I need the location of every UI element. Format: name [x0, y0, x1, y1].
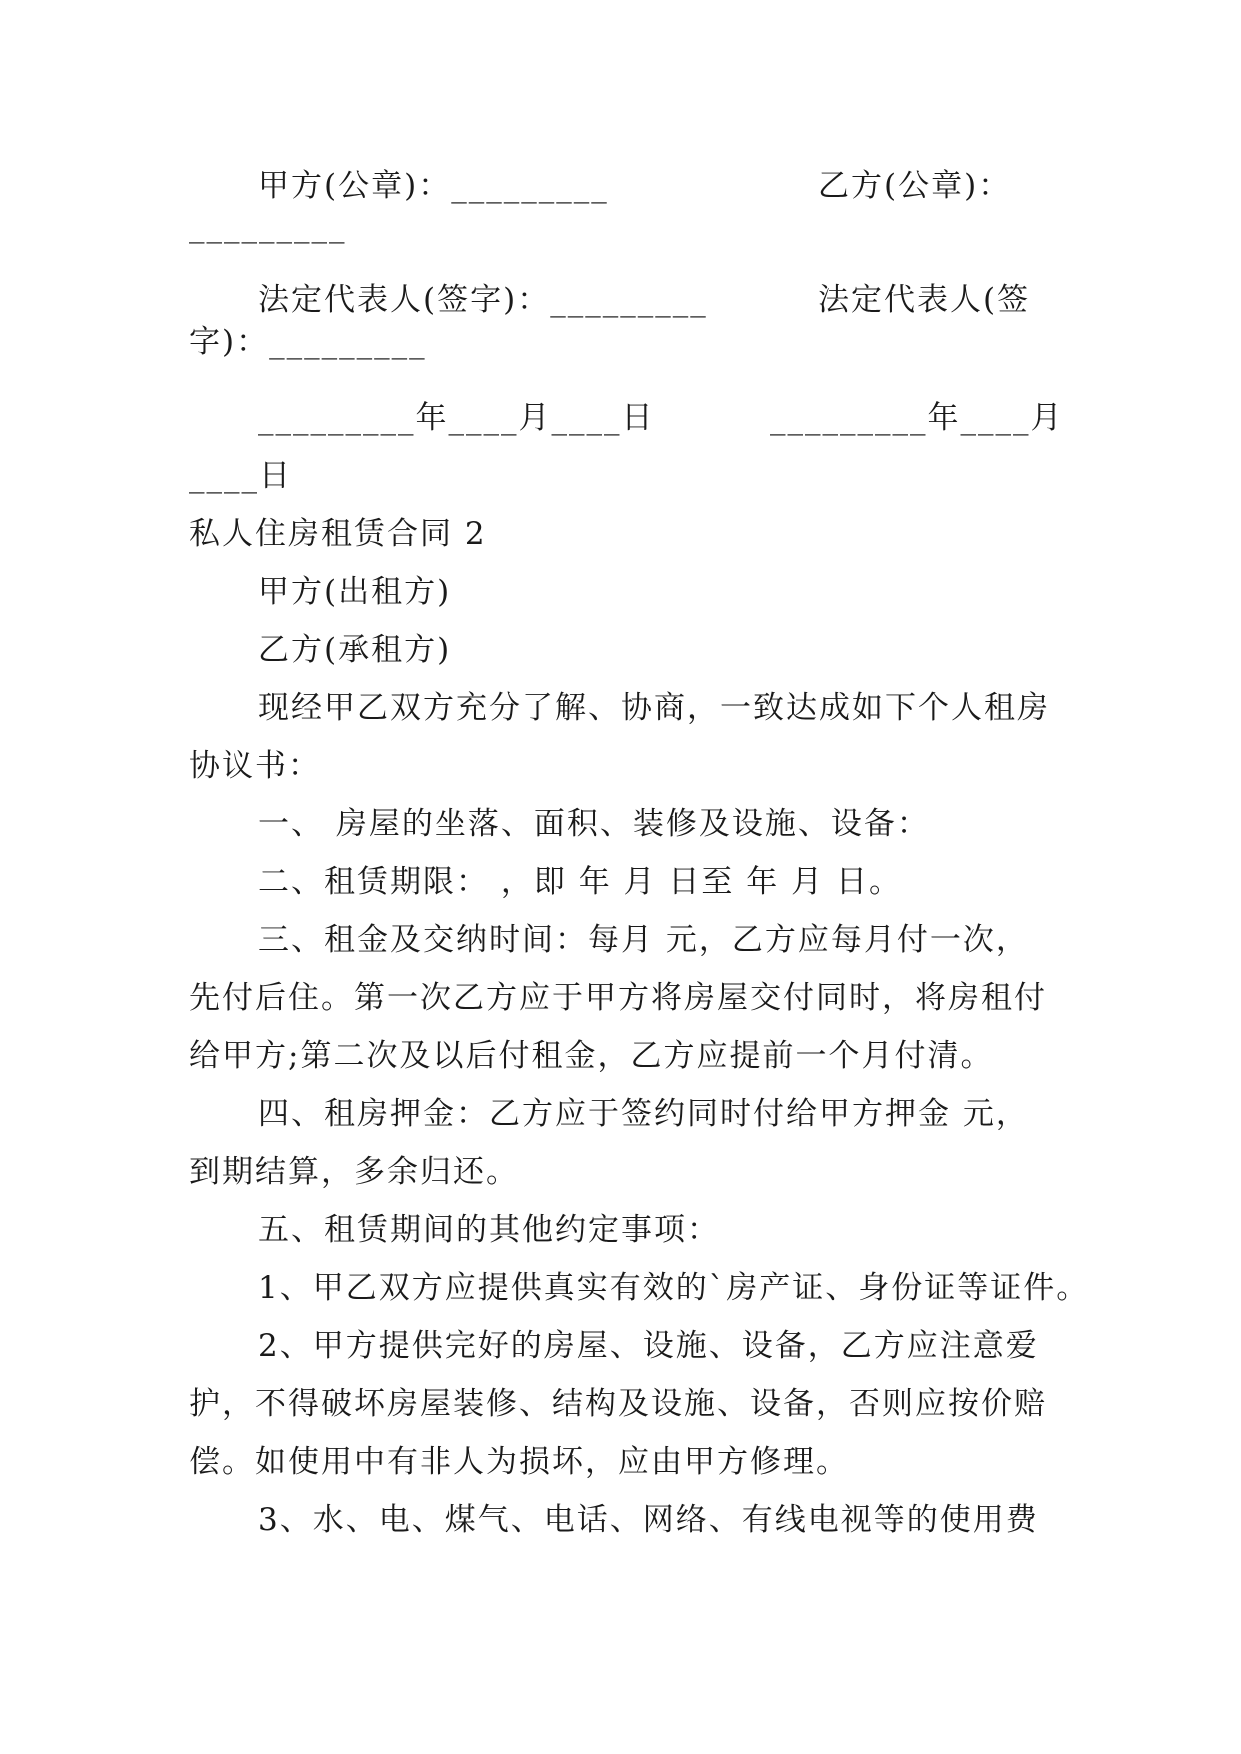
item-3: 3、水、电、煤气、电话、网络、有线电视等的使用费 [258, 1502, 1039, 1538]
party-a-label: 甲方(出租方) [258, 574, 452, 610]
party-b-seal-blank: _________ [189, 208, 347, 244]
intro-paragraph-cont: 协议书： [189, 748, 321, 784]
clause-3-line-2: 先付后住。第一次乙方应于甲方将房屋交付同时，将房租付 [189, 980, 1047, 1016]
date-a-line: _________年____月____日 [258, 400, 655, 436]
date-b-line-cont: ____日 [189, 458, 292, 494]
signature-row-rep [258, 280, 1118, 320]
clause-3: 三、租金及交纳时间：每月 元，乙方应每月付一次， [258, 922, 1029, 958]
signature-row-date [258, 398, 1118, 438]
signature-row-seal [258, 166, 1118, 206]
item-2: 2、甲方提供完好的房屋、设施、设备，乙方应注意爱 [258, 1328, 1039, 1364]
clause-5: 五、租赁期间的其他约定事项： [258, 1212, 720, 1248]
clause-4: 四、租房押金：乙方应于签约同时付给甲方押金 元， [258, 1096, 1029, 1132]
date-b-line: _________年____月 [770, 400, 1064, 436]
party-b-label: 乙方(承租方) [258, 632, 452, 668]
clause-4-line-2: 到期结算，多余归还。 [189, 1154, 519, 1190]
rep-a-line: 法定代表人(签字)：_________ [258, 282, 708, 318]
item-2-line-3: 偿。如使用中有非人为损坏，应由甲方修理。 [189, 1444, 849, 1480]
item-2-line-2: 护，不得破坏房屋装修、结构及设施、设备，否则应按价赔 [189, 1386, 1047, 1422]
party-b-seal-line: 乙方(公章)： [818, 168, 1012, 204]
rep-b-line: 法定代表人(签 [818, 282, 1031, 318]
clause-2: 二、租赁期限： ，即 年 月 日至 年 月 日。 [258, 864, 902, 900]
rep-b-line-cont: 字)：_________ [189, 324, 427, 360]
intro-paragraph: 现经甲乙双方充分了解、协商，一致达成如下个人租房 [258, 690, 1050, 726]
party-a-seal-line: 甲方(公章)：_________ [258, 168, 609, 204]
item-1: 1、甲乙双方应提供真实有效的`房产证、身份证等证件。 [258, 1270, 1090, 1306]
clause-1: 一、 房屋的坐落、面积、装修及设施、设备： [258, 806, 930, 842]
clause-3-line-3: 给甲方;第二次及以后付租金，乙方应提前一个月付清。 [189, 1038, 994, 1074]
contract-title: 私人住房租赁合同 2 [189, 516, 487, 552]
